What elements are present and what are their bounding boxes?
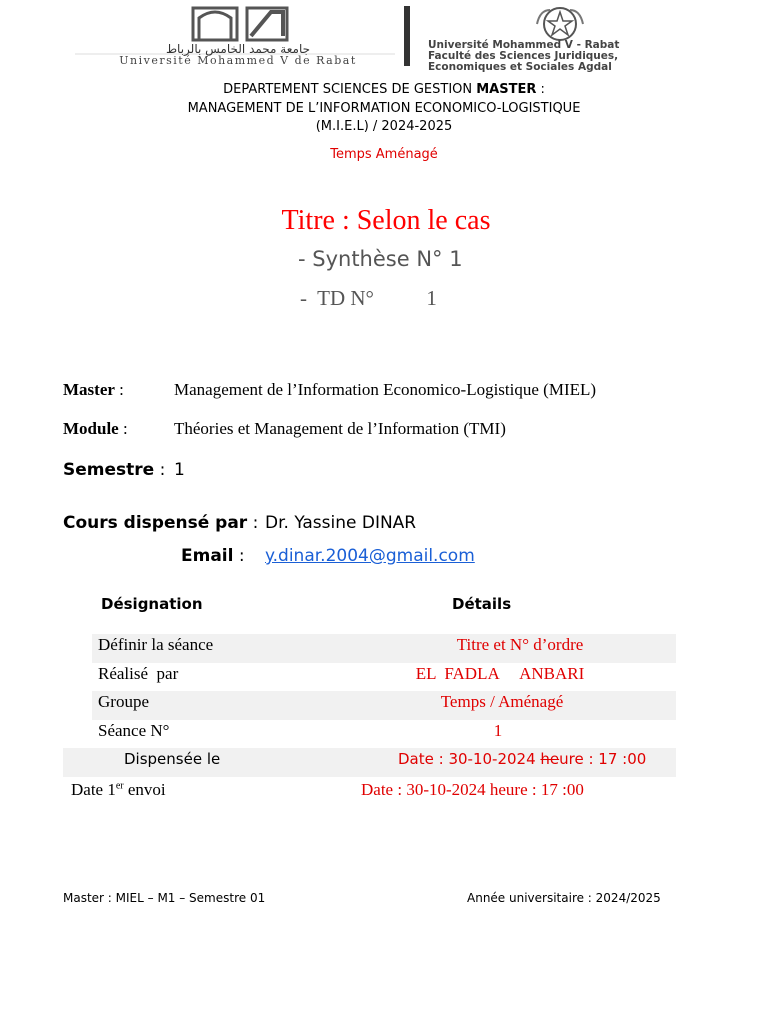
synthese-number: - Synthèse N° 1 [298,247,463,271]
row-3-value: Temps / Aménagé [440,692,564,711]
semestre-label [63,460,165,480]
email-label-text: Email [181,546,234,566]
row-2-value: EL FADLA ANBARI [415,664,585,683]
university-name-arabic: جامعة محمد الخامس بالرباط [165,42,311,56]
faculty-line-3: Economiques et Sociales Agdal [428,61,612,73]
row-5-time: ure : 17 :00 [559,750,647,768]
master-label [63,380,124,400]
row-6-label-a: Date 1 [71,780,116,799]
row-1-label: Définir la séance [98,635,214,654]
dept-line-2: MANAGEMENT DE L’INFORMATION ECONOMICO-LOGISTIQUE [187,101,581,116]
cours-colon: : [247,513,259,533]
module-value: Théories et Management de l’Information (TMI) [174,419,506,438]
university-name-french: Université Mohammed V de Rabat [119,54,357,67]
cours-value: Dr. Yassine DINAR [265,513,417,533]
email-label [181,546,245,566]
row-3-label: Groupe [98,692,149,711]
table-head-designation: Désignation [101,595,203,613]
row-4-value: 1 [493,721,503,740]
table-head-details: Détails [452,595,512,613]
dept-line-3: (M.I.E.L) / 2024-2025 [315,119,453,134]
row-4-label: Séance N° [98,721,170,740]
dept-name: DEPARTEMENT SCIENCES DE GESTION [223,82,477,97]
dept-colon: : [536,82,545,97]
row-5-label: Dispensée le [124,750,221,768]
cours-label-text: Cours dispensé par [63,513,248,533]
temps-amenage: Temps Aménagé [330,147,438,162]
module-colon: : [118,419,128,438]
module-label [63,419,128,439]
row-5-date: Date : 30-10-2024 [398,750,541,768]
faculty-name [428,40,690,73]
cours-label [63,513,258,533]
email-colon: : [233,546,245,566]
faculty-line-2: Faculté des Sciences Juridiques, [428,50,619,62]
document-title: Titre : Selon le cas [281,205,491,236]
master-label-text: Master [63,380,115,399]
row-6-label-b: envoi [123,780,166,799]
module-label-text: Module [63,419,119,438]
semestre-label-text: Semestre [63,460,155,480]
footer-left: Master : MIEL – M1 – Semestre 01 [63,891,266,905]
dept-line-1 [0,82,768,97]
footer-right: Année universitaire : 2024/2025 [467,891,661,905]
row-1-value: Titre et N° d’ordre [456,635,584,654]
dept-master: MASTER [476,82,537,97]
faculty-line-1: Université Mohammed V - Rabat [428,39,620,51]
td-number: - TD N° 1 [300,286,437,310]
row-6-value: Date : 30-10-2024 heure : 17 :00 [361,780,584,799]
row-5-value [398,750,646,768]
email-link[interactable]: y.dinar.2004@gmail.com [265,546,475,566]
semestre-colon: : [154,460,166,480]
master-colon: : [114,380,124,399]
master-value: Management de l’Information Economico-Logistique (MIEL) [174,380,597,399]
row-5-strike: he [540,750,560,768]
row-6-label [71,780,166,800]
row-2-label: Réalisé par [98,664,179,683]
row-6-label-sup: er [115,780,124,792]
header-separator [404,6,410,66]
semestre-value: 1 [174,460,185,480]
